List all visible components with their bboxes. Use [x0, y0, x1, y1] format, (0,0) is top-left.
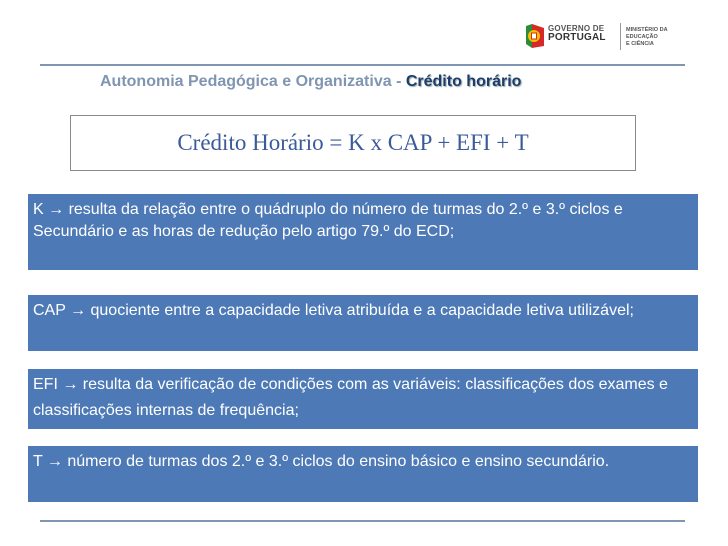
top-divider — [40, 64, 685, 66]
subtitle-main: Autonomia Pedagógica e Organizativa — [100, 73, 392, 90]
ministry-line2: E CIÊNCIA — [626, 41, 654, 47]
slide-subtitle — [100, 73, 521, 91]
definition-cap-text: CAP → quociente entre a capacidade letiva atribuída e a capacidade letiva utilizável; — [33, 302, 634, 319]
subtitle-highlight: Crédito horário — [405, 73, 522, 90]
gov-line2: PORTUGAL — [548, 32, 606, 43]
bottom-divider — [40, 520, 685, 522]
definition-cap — [28, 295, 698, 351]
gov-wordmark — [548, 24, 606, 42]
logo-separator — [620, 23, 621, 50]
definition-k-text: K → resulta da relação entre o quádruplo do número de turmas do 2.º e 3.º ciclos e Secundário e as horas de redução pelo artigo 79.º do ECD; — [33, 201, 623, 240]
subtitle-separator: - — [391, 73, 406, 90]
portugal-emblem-icon — [522, 22, 548, 50]
definition-t-text: T → número de turmas dos 2.º e 3.º ciclos do ensino básico e ensino secundário. — [33, 453, 610, 470]
definition-t — [28, 446, 698, 502]
definition-efi-text: EFI → resulta da verificação de condições com as variáveis: classificações dos exames e classificações internas de frequência; — [33, 376, 668, 419]
definition-k — [28, 194, 698, 270]
gov-line1: GOVERNO DE — [548, 24, 605, 33]
formula-box — [70, 115, 636, 171]
ministry-wordmark — [626, 27, 692, 48]
formula-text: Crédito Horário = K x CAP + EFI + T — [177, 130, 529, 155]
ministry-line1: MINISTÉRIO DA EDUCAÇÃO — [626, 27, 668, 40]
definition-efi — [28, 369, 698, 429]
government-logo — [522, 20, 692, 54]
